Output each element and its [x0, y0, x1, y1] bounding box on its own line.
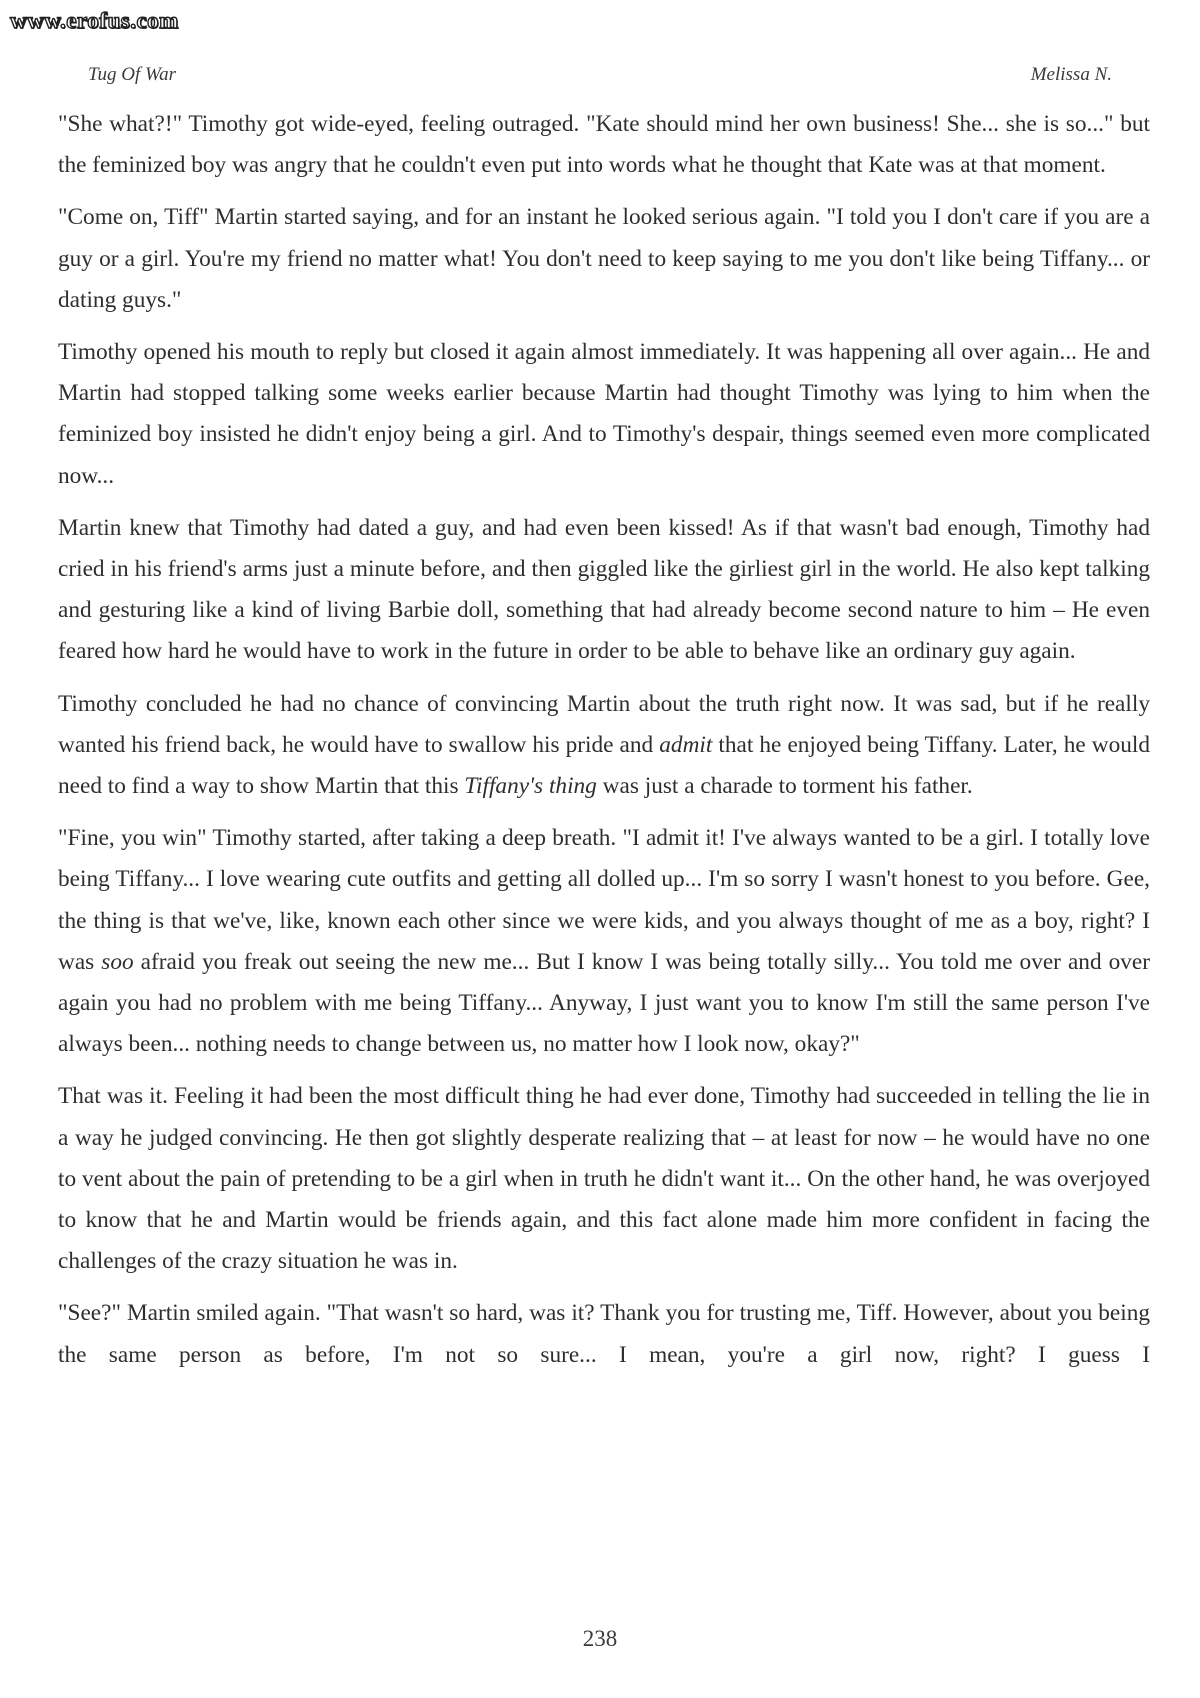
paragraph: Martin knew that Timothy had dated a guy, and had even been kissed! As if that wasn't bad enough, Timothy had cried in his friend's arms just a minute before, and then giggled like the girliest girl in the world. He also kept talking and gesturing like a kind of living Barbie doll, something that had already become second nature to him – He even feared how hard he would have to work in the future in order to be able to behave like an ordinary guy again.	[58, 514, 1150, 665]
book-title: Tug Of War	[88, 64, 176, 85]
running-header	[88, 64, 1112, 88]
paragraph: "Fine, you win" Timothy started, after taking a deep breath. "I admit it! I've always wanted to be a girl. I totally love being Tiffany... I love wearing cute outfits and getting all dolled up... I'm so sorry I wasn't honest to you before. Gee, the thing is that we've, like, known each other since we were kids, and you always thought of me as a boy, right? I was soo afraid you freak out seeing the new me... But I know I was being totally silly... You told me over and over again you had no problem with me being Tiffany... Anyway, I just want you to know I'm still the same person I've always been... nothing needs to change between us, no matter how I look now, okay?"	[58, 825, 1150, 1058]
paragraph: "See?" Martin smiled again. "That wasn't so hard, was it? Thank you for trusting me, Tiff. However, about you being the same person as before, I'm not so sure... I mean, you're a girl now, right? I guess I	[58, 1300, 1150, 1368]
paragraph: Timothy concluded he had no chance of convincing Martin about the truth right now. It was sad, but if he really wanted his friend back, he would have to swallow his pride and admit that he enjoyed being Tiffany. Later, he would need to find a way to show Martin that this Tiffany's thing was just a charade to torment his father.	[58, 690, 1151, 800]
paragraph: "Come on, Tiff" Martin started saying, and for an instant he looked serious again. "I told you I don't care if you are a guy or a girl. You're my friend no matter what! You don't need to keep saying to me you don't like being Tiffany... or dating guys."	[58, 204, 1150, 313]
site-watermark: www.erofus.com	[10, 8, 179, 33]
author-name: Melissa N.	[1030, 64, 1112, 85]
page-body	[58, 104, 1150, 1376]
paragraph: That was it. Feeling it had been the most difficult thing he had ever done, Timothy had succeeded in telling the lie in a way he judged convincing. He then got slightly desperate realizing that – at least for now – he would have no one to vent about the pain of pretending to be a girl when in truth he didn't want it... On the other hand, he was overjoyed to know that he and Martin would be friends again, and this fact alone made him more confident in facing the challenges of the crazy situation he was in.	[58, 1083, 1150, 1275]
page-number: 238	[582, 1626, 618, 1651]
paragraph: Timothy opened his mouth to reply but closed it again almost immediately. It was happening all over again... He and Martin had stopped talking some weeks earlier because Martin had thought Timothy was lying to him when the feminized boy insisted he didn't enjoy being a girl. And to Timothy's despair, things seemed even more complicated now...	[58, 339, 1150, 489]
paragraph: "She what?!" Timothy got wide-eyed, feeling outraged. "Kate should mind her own business! She... she is so..." but the feminized boy was angry that he couldn't even put into words what he thought that Kate was at that moment.	[58, 111, 1150, 179]
